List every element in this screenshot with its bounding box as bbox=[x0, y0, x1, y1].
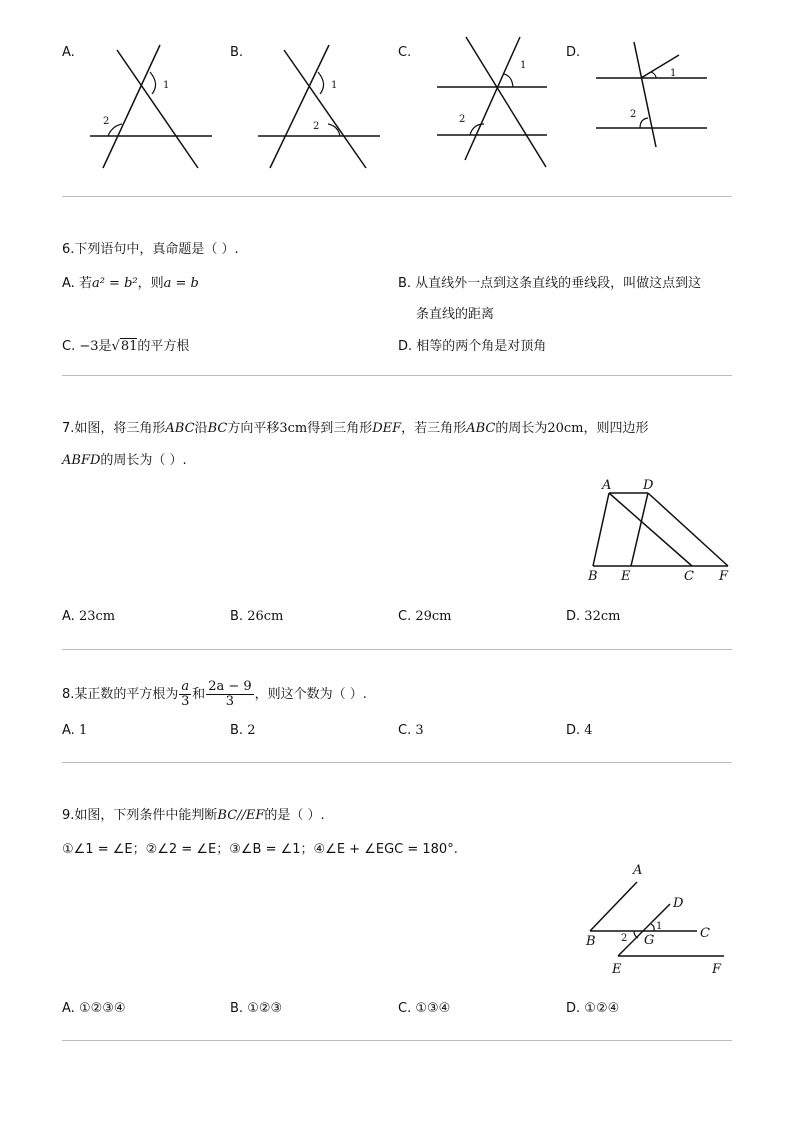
q6-a-text-2: ，则 bbox=[137, 276, 164, 291]
option-value: 26cm bbox=[247, 609, 284, 624]
option-value: 29cm bbox=[415, 609, 452, 624]
option-value: 3 bbox=[415, 723, 424, 738]
option-value: ①②③ bbox=[247, 1001, 283, 1016]
q5-option-d-label: D. bbox=[566, 45, 581, 60]
divider-5 bbox=[62, 1040, 732, 1041]
q7-point-F: F bbox=[719, 569, 729, 584]
option-value: ①②④ bbox=[584, 1001, 620, 1016]
option-value: 1 bbox=[78, 723, 88, 738]
q7-math: 20cm bbox=[547, 421, 584, 436]
q6-option-b-line1: B. 从直线外一点到这条直线的垂线段，叫做这点到这 bbox=[398, 276, 702, 291]
q7-math: DEF bbox=[372, 421, 402, 436]
q8-frac2-den: 3 bbox=[225, 694, 235, 709]
q8-frac1-num: a bbox=[181, 679, 190, 694]
option-value: ①③④ bbox=[415, 1001, 451, 1016]
q9-point-G: G bbox=[644, 933, 655, 948]
q5d-angle-2: 2 bbox=[630, 109, 637, 120]
option-label: A. bbox=[62, 1001, 75, 1016]
option-label: B. bbox=[230, 609, 244, 624]
q7-math: ABC bbox=[165, 421, 195, 436]
q6-stem: 6.下列语句中，真命题是（ ）. bbox=[62, 242, 239, 257]
sqrt-sign-icon: √ bbox=[111, 339, 120, 354]
q9-point-E: E bbox=[612, 962, 622, 977]
q6-a-math-1: a² = b² bbox=[91, 276, 138, 291]
q6-c-text-2: 的平方根 bbox=[137, 339, 190, 354]
option-label: D. bbox=[566, 609, 581, 624]
q7-text: 的周长为（ ）. bbox=[100, 453, 187, 468]
q9-point-B: B bbox=[586, 934, 596, 949]
q9-arc-1 bbox=[651, 924, 654, 931]
q9-option-d bbox=[566, 1001, 619, 1016]
option-value: 32cm bbox=[584, 609, 621, 624]
option-value: 2 bbox=[247, 723, 256, 738]
q9-point-A: A bbox=[633, 863, 643, 878]
q6-c-label: C. bbox=[62, 339, 76, 354]
q5d-angle-1: 1 bbox=[670, 68, 677, 79]
option-label: C. bbox=[398, 609, 412, 624]
q5c-angle-2: 2 bbox=[459, 114, 466, 125]
q5b-angle-1: 1 bbox=[331, 80, 338, 91]
q7-point-C: C bbox=[684, 569, 694, 584]
q5b-angle-2: 2 bbox=[313, 121, 320, 132]
q7-point-D: D bbox=[643, 478, 654, 493]
q9-conditions: ①∠1 = ∠E；②∠2 = ∠E；③∠B = ∠1；④∠E + ∠EGC = 180°. bbox=[62, 842, 458, 857]
q9-angle-2: 2 bbox=[621, 933, 628, 944]
q8-frac2-num: 2a − 9 bbox=[208, 679, 252, 694]
q9-point-C: C bbox=[700, 926, 710, 941]
q7-text: ，若三角形 bbox=[401, 421, 467, 436]
q5c-angle-1: 1 bbox=[520, 60, 527, 71]
option-value: 4 bbox=[584, 723, 593, 738]
q8-text-1: 8.某正数的平方根为 bbox=[62, 687, 179, 702]
q9-option-a bbox=[62, 1001, 126, 1016]
q6-c-radicand: 81 bbox=[120, 339, 138, 354]
q6-c-text-1: 是 bbox=[98, 339, 112, 354]
q9-point-D: D bbox=[673, 896, 684, 911]
q9-stem-text-2: 的是（ ）. bbox=[264, 808, 325, 823]
q8-text-2: 和 bbox=[192, 687, 206, 702]
q5-option-c-label: C. bbox=[398, 45, 412, 60]
option-label: D. bbox=[566, 723, 581, 738]
q6-option-d: D. 相等的两个角是对顶角 bbox=[398, 339, 547, 354]
q7-text: 沿 bbox=[194, 421, 208, 436]
q5-option-a-label: A. bbox=[62, 45, 75, 60]
q6-a-math-2: a = b bbox=[163, 276, 199, 291]
q5a-angle-1: 1 bbox=[163, 80, 170, 91]
q7-point-B: B bbox=[588, 569, 598, 584]
q5a-angle-2: 2 bbox=[103, 116, 110, 127]
q9-stem-text-1: 9.如图，下列条件中能判断 bbox=[62, 808, 218, 823]
q7-math: ABC bbox=[466, 421, 496, 436]
option-label: B. bbox=[230, 1001, 244, 1016]
q6-option-b-line2: 条直线的距离 bbox=[416, 307, 495, 322]
option-label: C. bbox=[398, 723, 412, 738]
q6-a-label: A. bbox=[62, 276, 75, 291]
q9-angle-1: 1 bbox=[656, 921, 663, 932]
q7-text: 得到三角形 bbox=[307, 421, 373, 436]
q6-a-text-1: 若 bbox=[78, 276, 92, 291]
q9-option-b bbox=[230, 1001, 282, 1016]
option-label: A. bbox=[62, 609, 75, 624]
q8-frac1-den: 3 bbox=[181, 694, 190, 709]
option-label: C. bbox=[398, 1001, 412, 1016]
q7-point-E: E bbox=[621, 569, 631, 584]
option-value: 23cm bbox=[78, 609, 116, 624]
q5-option-b-label: B. bbox=[230, 45, 244, 60]
q7-math: ABFD bbox=[62, 453, 101, 468]
q6-c-math: −3 bbox=[79, 339, 99, 354]
q7-point-A: A bbox=[602, 478, 612, 493]
q9-stem-math: BC//EF bbox=[217, 808, 265, 823]
option-label: B. bbox=[230, 723, 244, 738]
q7-text: 7.如图，将三角形 bbox=[62, 421, 166, 436]
q7-math: 3cm bbox=[279, 421, 308, 436]
option-label: A. bbox=[62, 723, 75, 738]
q7-text: 的周长为 bbox=[495, 421, 548, 436]
q9-option-c bbox=[398, 1001, 450, 1016]
q7-text: ，则四边形 bbox=[583, 421, 649, 436]
option-label: D. bbox=[566, 1001, 581, 1016]
q8-text-3: ，则这个数为（ ）. bbox=[254, 687, 367, 702]
q7-text: 方向平移 bbox=[227, 421, 280, 436]
q7-math: BC bbox=[207, 421, 228, 436]
q9-line-BA bbox=[590, 882, 637, 931]
option-value: ①②③④ bbox=[78, 1001, 126, 1016]
q9-point-F: F bbox=[712, 962, 722, 977]
